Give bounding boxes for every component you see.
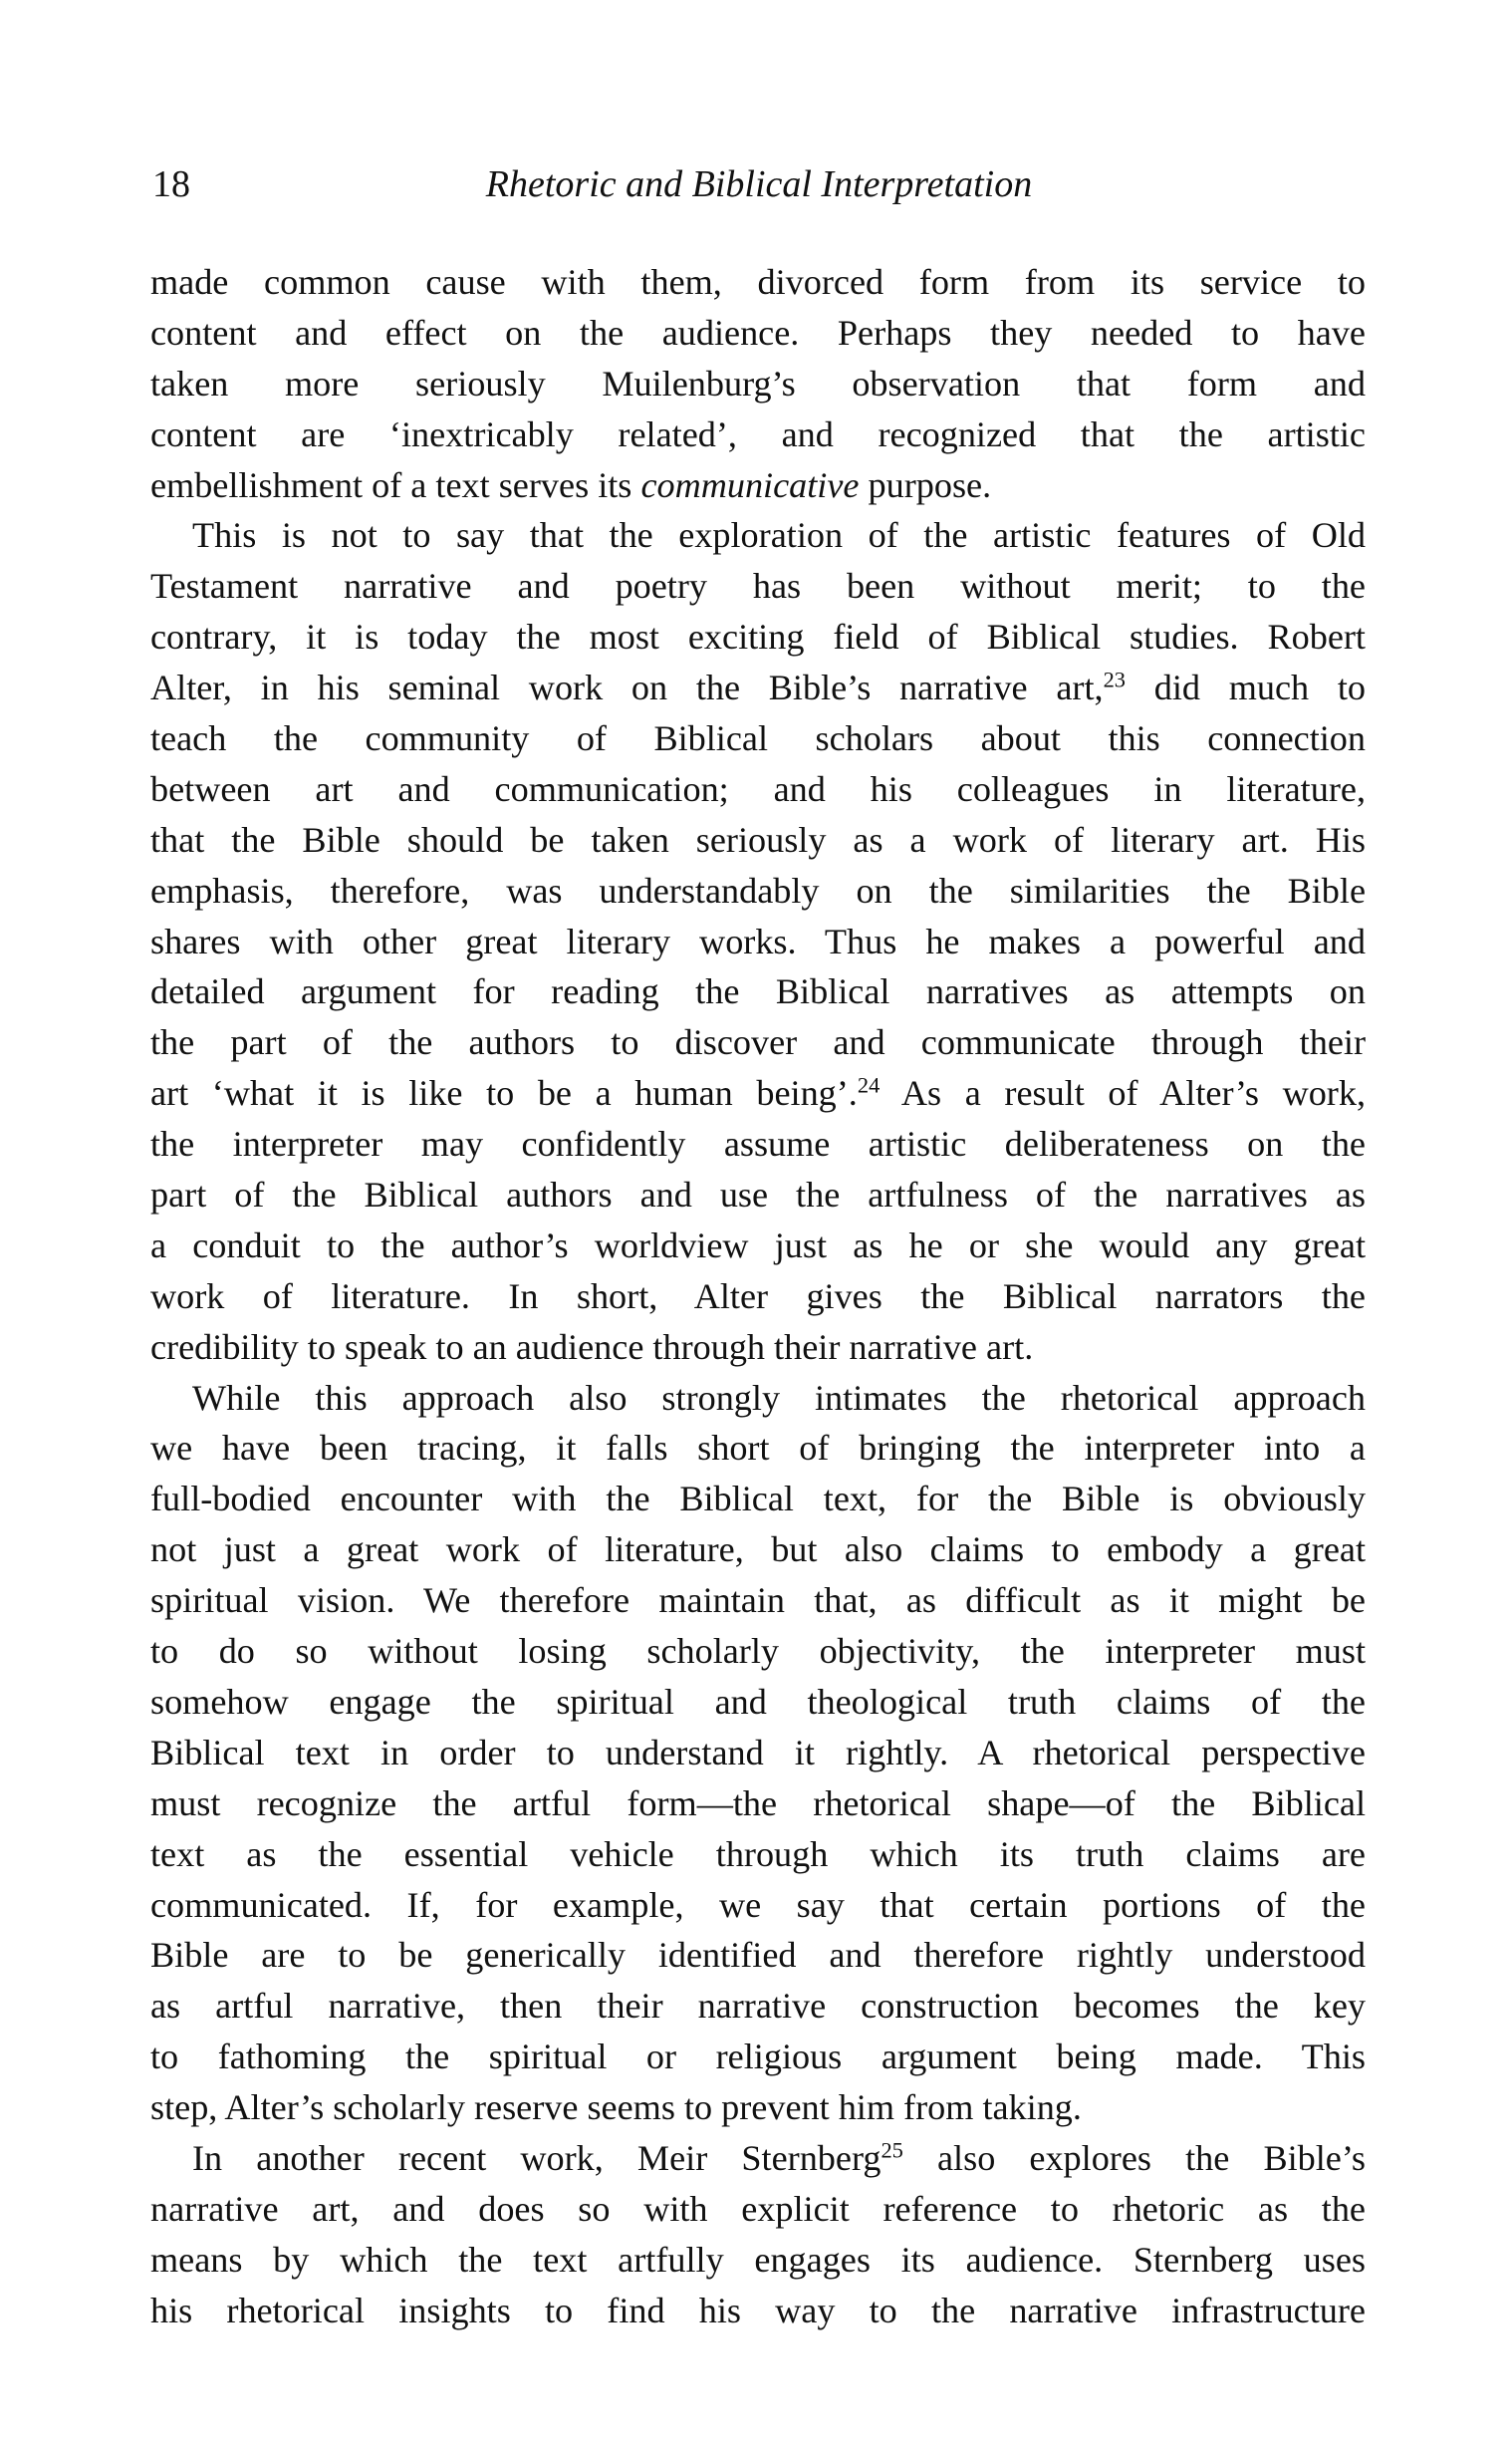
footnote-ref-25[interactable]: 25 [881, 2137, 903, 2163]
text-line: Biblical text in order to understand it rightly. A rhetorical perspective [150, 1732, 1366, 1772]
text-line: we have been tracing, it falls short of bringing the interpreter into a [150, 1428, 1366, 1469]
footnote-ref-24[interactable]: 24 [857, 1072, 881, 1098]
page-number: 18 [152, 163, 190, 205]
text-line: taken more seriously Muilenburg’s observation that form and [150, 363, 1366, 404]
text-line: teach the community of Biblical scholars about this connection [150, 718, 1366, 759]
text-line: While this approach also strongly intimates the rhetorical approach [192, 1377, 1366, 1418]
running-title: Rhetoric and Biblical Interpretation [485, 163, 1033, 205]
text-line: must recognize the artful form—the rhetorical shape—of the Biblical [150, 1782, 1366, 1823]
text-line: that the Bible should be taken seriously as a work of literary art. His [150, 819, 1366, 860]
text-line: his rhetorical insights to find his way to the narrative infrastructure [150, 2290, 1366, 2330]
text-line: part of the Biblical authors and use the artfulness of the narratives as [150, 1175, 1366, 1216]
text-line: emphasis, therefore, was understandably on the similarities the Bible [150, 870, 1366, 911]
text-line [150, 663, 1366, 713]
text-line: a conduit to the author’s worldview just as he or she would any great [150, 1224, 1366, 1265]
emphasis-communicative: communicative [640, 464, 860, 505]
text-line: This is not to say that the exploration of the artistic features of Old [192, 515, 1366, 556]
text-run: did much to [1126, 668, 1366, 708]
text-line: shares with other great literary works. Thus he makes a powerful and [150, 921, 1366, 961]
text-line: as artful narrative, then their narrative construction becomes the key [150, 1986, 1366, 2027]
text-run: art ‘what it is like to be a human being’. [150, 1073, 858, 1114]
text-line [150, 460, 1366, 511]
text-line: somehow engage the spiritual and theological truth claims of the [150, 1681, 1366, 1722]
text-run: In another recent work, Meir Sternberg [192, 2137, 882, 2178]
text-run: purpose. [859, 464, 992, 505]
text-line: to fathoming the spiritual or religious argument being made. This [150, 2037, 1366, 2077]
text-line: means by which the text artfully engages its audience. Sternberg uses [150, 2239, 1366, 2280]
text-line: content are ‘inextricably related’, and recognized that the artistic [150, 413, 1366, 454]
paragraph-4 [150, 2133, 1366, 2336]
text-line: to do so without losing scholarly objectivity, the interpreter must [150, 1631, 1366, 1672]
text-line: detailed argument for reading the Biblical narratives as attempts on [150, 971, 1366, 1012]
text-line [150, 1068, 1366, 1119]
text-run: Alter, in his seminal work on the Bible’s narrative art, [150, 668, 1104, 708]
text-line: communicated. If, for example, we say that certain portions of the [150, 1884, 1366, 1925]
paragraph-1 [150, 257, 1366, 510]
text-line: step, Alter’s scholarly reserve seems to prevent him from taking. [150, 2087, 1082, 2128]
paragraph-2 [150, 510, 1366, 1372]
text-line: between art and communication; and his colleagues in literature, [150, 768, 1366, 809]
text-line: the interpreter may confidently assume artistic deliberateness on the [150, 1124, 1366, 1165]
text-run: embellishment of a text serves its [150, 464, 641, 505]
text-line: made common cause with them, divorced form from its service to [150, 262, 1366, 302]
text-line: credibility to speak to an audience through their narrative art. [150, 1326, 1034, 1367]
text-line: the part of the authors to discover and communicate through their [150, 1022, 1366, 1063]
text-line: text as the essential vehicle through which its truth claims are [150, 1833, 1366, 1874]
text-line [150, 2133, 1366, 2184]
text-line: full-bodied encounter with the Biblical text, for the Bible is obviously [150, 1479, 1366, 1519]
paragraph-3 [150, 1373, 1366, 2133]
text-run: also explores the Bible’s [902, 2137, 1366, 2178]
text-line: narrative art, and does so with explicit reference to rhetoric as the [150, 2188, 1366, 2229]
footnote-ref-23[interactable]: 23 [1103, 667, 1126, 692]
text-line: content and effect on the audience. Perhaps they needed to have [150, 312, 1366, 353]
text-line: work of literature. In short, Alter gives the Biblical narrators the [150, 1275, 1366, 1316]
text-line: spiritual vision. We therefore maintain that, as difficult as it might be [150, 1580, 1366, 1621]
text-run: As a result of Alter’s work, [880, 1073, 1366, 1114]
text-line: Bible are to be generically identified and therefore rightly understood [150, 1935, 1366, 1976]
text-line: not just a great work of literature, but also claims to embody a great [150, 1529, 1366, 1570]
body-text [150, 257, 1366, 2336]
text-line: contrary, it is today the most exciting field of Biblical studies. Robert [150, 617, 1366, 658]
text-line: Testament narrative and poetry has been without merit; to the [150, 566, 1366, 607]
running-head [152, 159, 1366, 209]
